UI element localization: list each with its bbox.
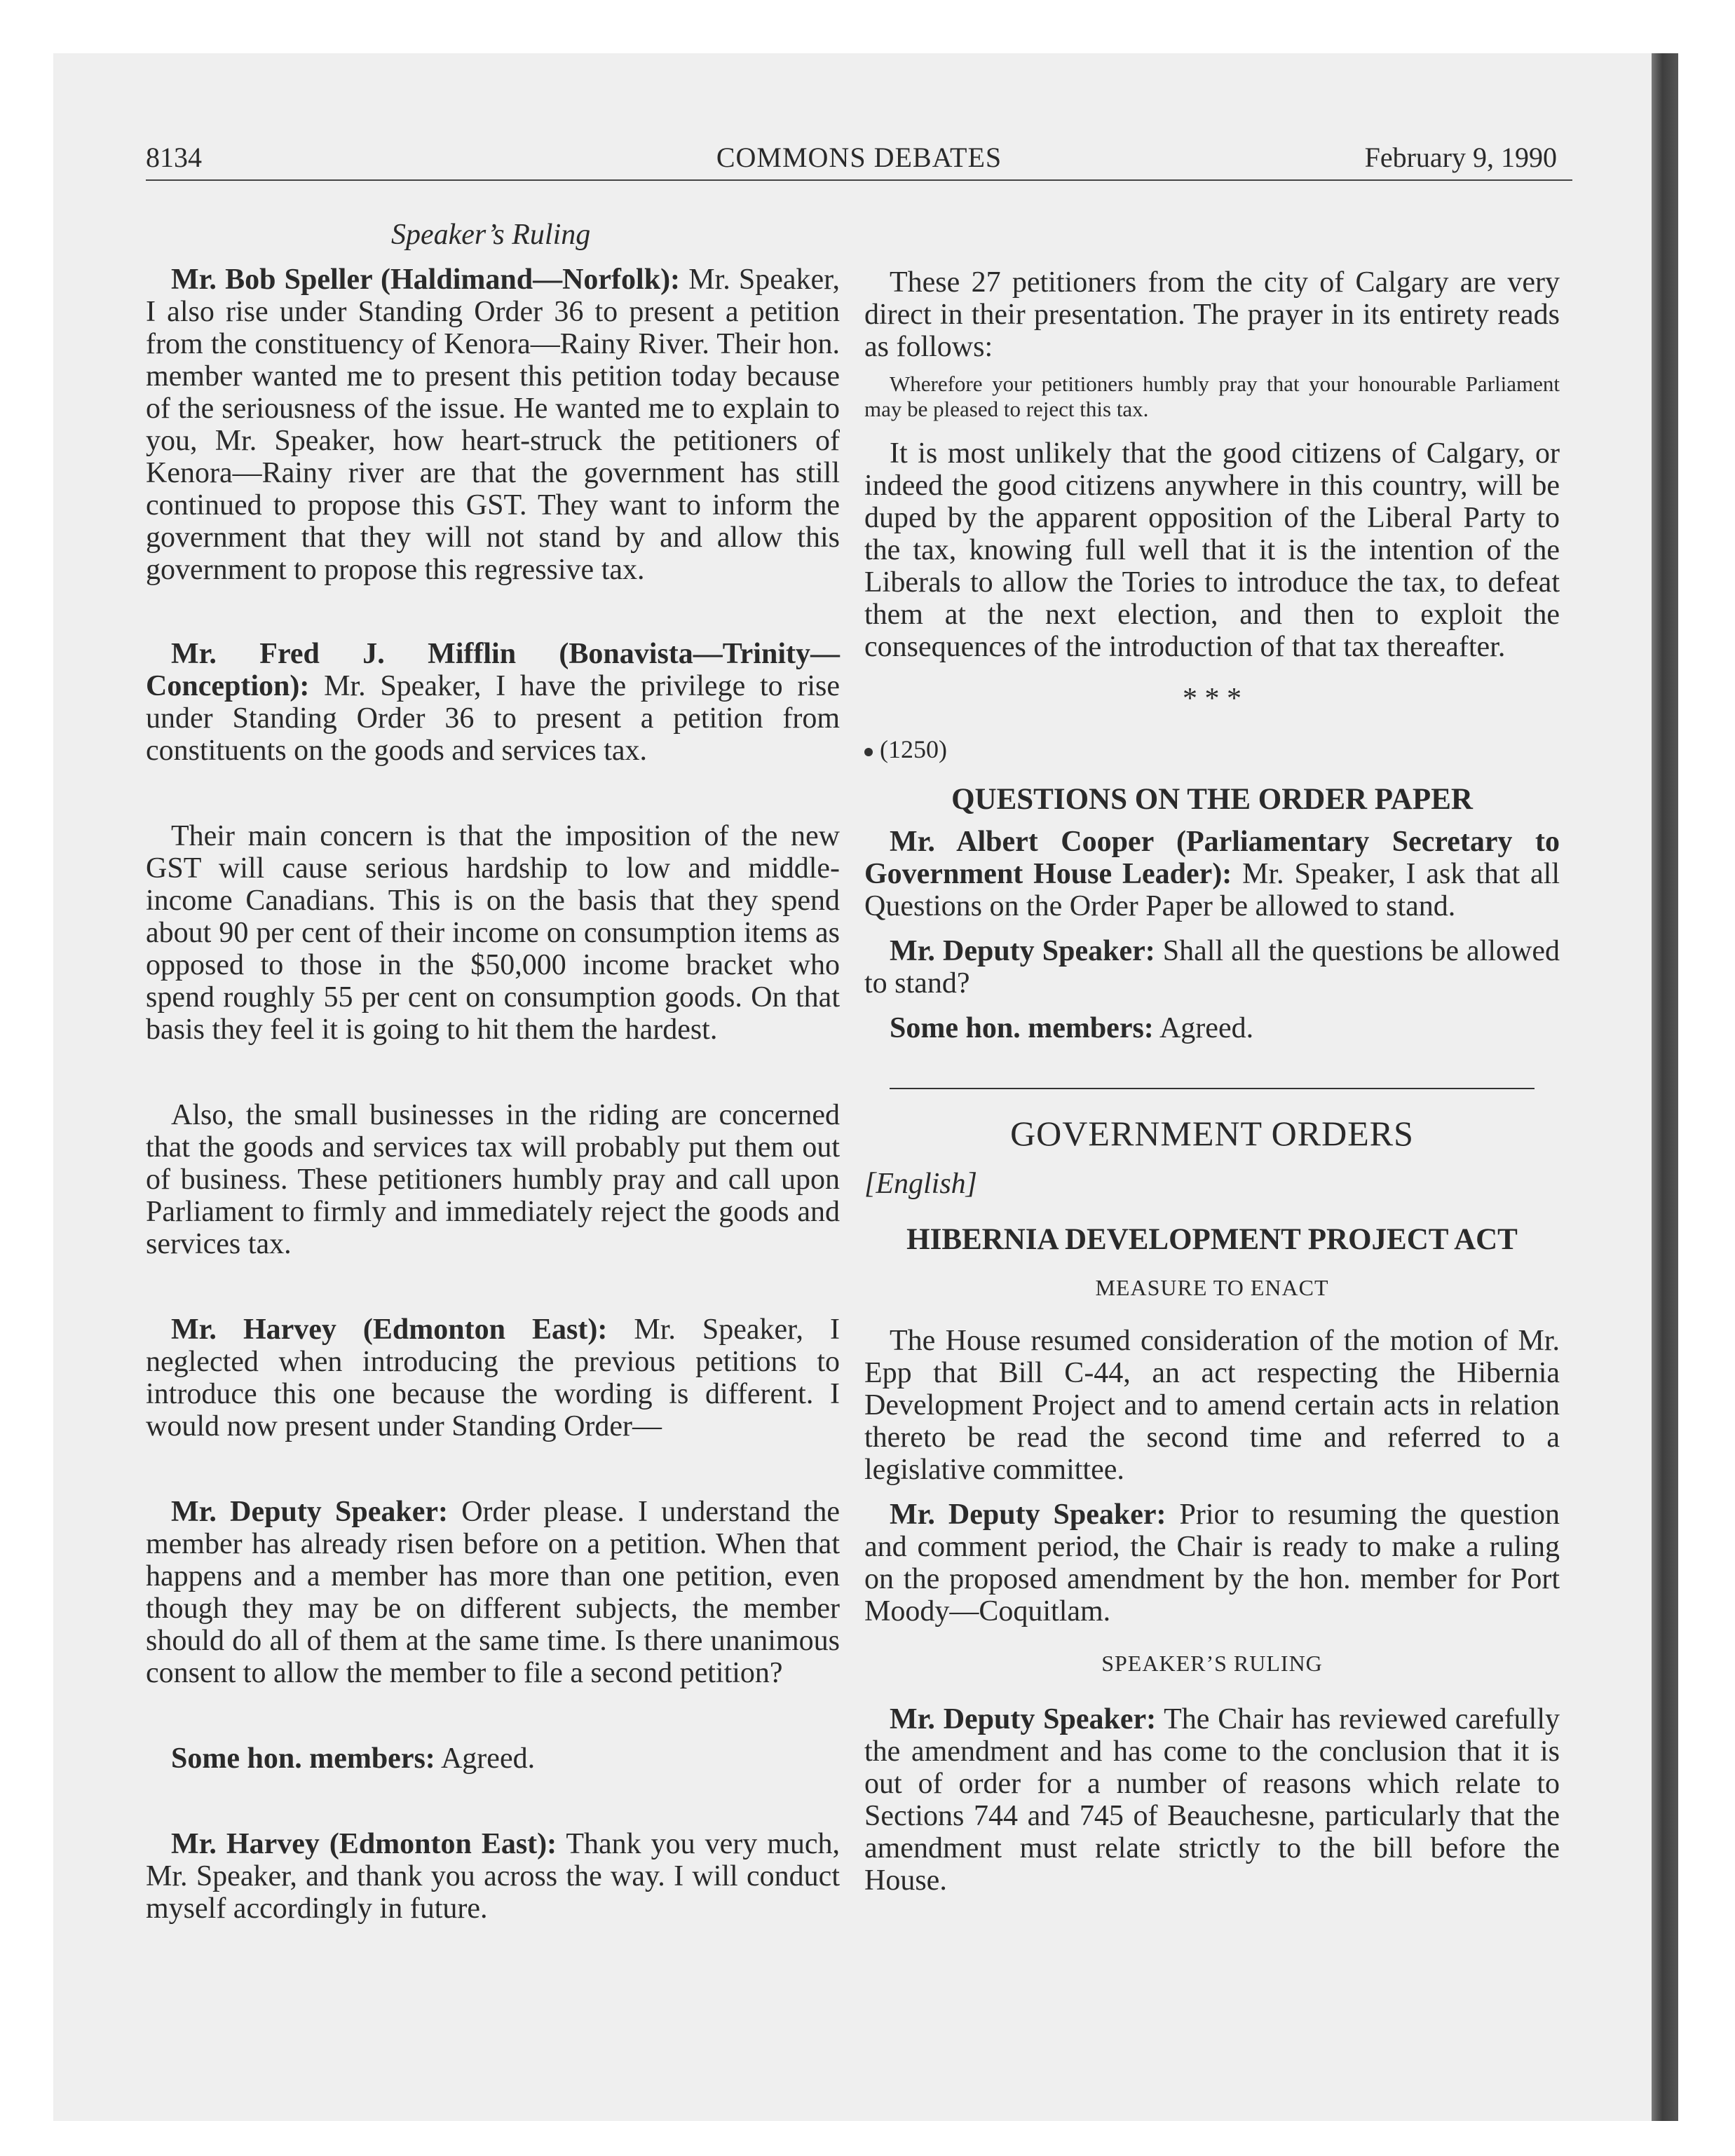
- publication-title: COMMONS DEBATES: [716, 142, 1002, 173]
- paragraph-harvey-2: [146, 1828, 840, 1925]
- paragraph-harvey-1: [146, 1314, 840, 1442]
- paragraph-speller: [146, 264, 840, 586]
- speech-text: Agreed.: [435, 1742, 536, 1775]
- bullet-icon: [864, 748, 873, 756]
- petition-quote: Wherefore your petitioners humbly pray that your honourable Parliament may be pleased to reject this tax.: [864, 371, 1560, 421]
- speech-text: Order please. I understand the member has already risen before on a petition. When that happens and a member has more than one petition, even though they may be on different subjects, the member should do all of them at the same time. Is there unanimous consent to allow the member to file a second petition?: [146, 1496, 841, 1689]
- speech-text: Mr. Speaker, I have the privilege to rise under Standing Order 36 to present a petition from constituents on the goods and services tax.: [146, 670, 840, 767]
- speaker-name: Mr. Harvey (Edmonton East):: [171, 1314, 608, 1346]
- publication-date: February 9, 1990: [1364, 142, 1557, 173]
- horizontal-rule: [890, 1088, 1535, 1089]
- page-number: 8134: [146, 142, 202, 173]
- paragraph-small-business: Also, the small businesses in the riding are concerned that the goods and services tax will probably put them out of business. These petitioners humbly pray and call upon Parliament to firmly and immediately reject the goods and services tax.: [146, 1099, 840, 1260]
- paragraph-deputy-ruling: [864, 1703, 1560, 1897]
- paragraph-concern: Their main concern is that the imposition of the new GST will cause serious hardship to low and middle-income Canadians. This is on the basis that they spend about 90 per cent of their income on consumption items as opposed to those in the $50,000 income bracket who spend roughly 55 per cent on consumption goods. On that basis they feel it is going to hit them the hardest.: [146, 820, 840, 1046]
- speaker-name: Mr. Deputy Speaker:: [890, 1703, 1157, 1735]
- paragraph-members-agreed: [864, 1012, 1560, 1044]
- book-spine-shadow: [1652, 53, 1678, 2121]
- page-header: [146, 137, 1572, 181]
- time-marker: [864, 733, 1560, 765]
- heading-questions: QUESTIONS ON THE ORDER PAPER: [951, 783, 1473, 816]
- speaker-name: Mr. Deputy Speaker:: [890, 1499, 1166, 1531]
- speech-text: Mr. Speaker, I also rise under Standing Order 36 to present a petition from the constituency of Kenora—Rainy River. Their hon. member wanted me to present this petition today because of the seriousness of the issue. He wanted me to explain to you, Mr. Speaker, how heart-struck the petitioners of Kenora—Rainy river are that the government has still continued to propose this GST. They want to inform the government that they will not stand by and allow this government to propose this regressive tax.: [146, 264, 840, 586]
- paragraph-deputy-speaker: [146, 1496, 840, 1689]
- time-text: (1250): [880, 735, 947, 763]
- heading-government-orders: GOVERNMENT ORDERS: [1010, 1114, 1414, 1153]
- speaker-name: Some hon. members:: [171, 1742, 435, 1775]
- subheading-measure: MEASURE TO ENACT: [1095, 1275, 1329, 1300]
- speech-text: Prior to resuming the question and comment period, the Chair is ready to make a ruling on the proposed amendment by the hon. member for Port Moody—Coquitlam.: [864, 1499, 1560, 1628]
- speech-text: The Chair has reviewed carefully the amendment and has come to the conclusion that it is out of order for a number of reasons which relate to Sections 744 and 745 of Beauchesne, particularly that the amendment must relate strictly to the bill before the House.: [864, 1703, 1560, 1897]
- speaker-name: Mr. Deputy Speaker:: [171, 1496, 449, 1528]
- speech-text: Thank you very much, Mr. Speaker, and thank you across the way. I will conduct myself accordingly in future.: [146, 1828, 840, 1925]
- right-column: [864, 266, 1560, 1897]
- subheading-speakers-ruling: SPEAKER’S RULING: [1101, 1651, 1323, 1676]
- paragraph-deputy-question: [864, 935, 1560, 999]
- speaker-name: Mr. Bob Speller (Haldimand—Norfolk):: [171, 264, 681, 296]
- speaker-name: Mr. Deputy Speaker:: [890, 935, 1155, 967]
- speaker-name: Mr. Harvey (Edmonton East):: [171, 1828, 557, 1860]
- speech-text: Mr. Speaker, I neglected when introducing the previous petitions to introduce this one because the wording is different. I would now present under Standing Order—: [146, 1314, 840, 1442]
- heading-act: HIBERNIA DEVELOPMENT PROJECT ACT: [906, 1223, 1518, 1256]
- paragraph-liberal: It is most unlikely that the good citizens of Calgary, or indeed the good citizens anywhere in this country, will be duped by the apparent opposition of the Liberal Party to the tax, knowing full well that it is the intention of the Liberals to allow the Tories to introduce the tax, to defeat them at the next election, and then to exploit the consequences of the introduction of that tax thereafter.: [864, 437, 1560, 663]
- paragraph-calgary: These 27 petitioners from the city of Calgary are very direct in their presentation. The prayer in its entirety reads as follows:: [864, 266, 1560, 363]
- speaker-name: Mr. Albert Cooper (Parliamentary Secretary to Government House Leader):: [864, 826, 1560, 890]
- speaker-name: Some hon. members:: [890, 1012, 1154, 1044]
- language-label: [English]: [864, 1168, 978, 1200]
- speech-text: Shall all the questions be allowed to stand?: [864, 935, 1560, 999]
- speech-text: Agreed.: [1153, 1012, 1254, 1044]
- paragraph-cooper: [864, 826, 1560, 922]
- paragraph-mifflin: [146, 638, 840, 767]
- section-separator-stars: * * *: [1183, 683, 1241, 715]
- left-column: [146, 219, 840, 1925]
- speaker-name: Mr. Fred J. Mifflin (Bonavista—Trinity—Conception):: [146, 638, 840, 702]
- speech-text: Mr. Speaker, I ask that all Questions on the Order Paper be allowed to stand.: [864, 858, 1560, 922]
- section-label: Speaker’s Ruling: [391, 219, 591, 251]
- paragraph-deputy-prior: [864, 1499, 1560, 1628]
- paragraph-house-resumed: The House resumed consideration of the motion of Mr. Epp that Bill C-44, an act respecting the Hibernia Development Project and to amend certain acts in relation thereto be read the second time and referred to a legislative committee.: [864, 1325, 1560, 1486]
- paragraph-agreed: [146, 1742, 840, 1775]
